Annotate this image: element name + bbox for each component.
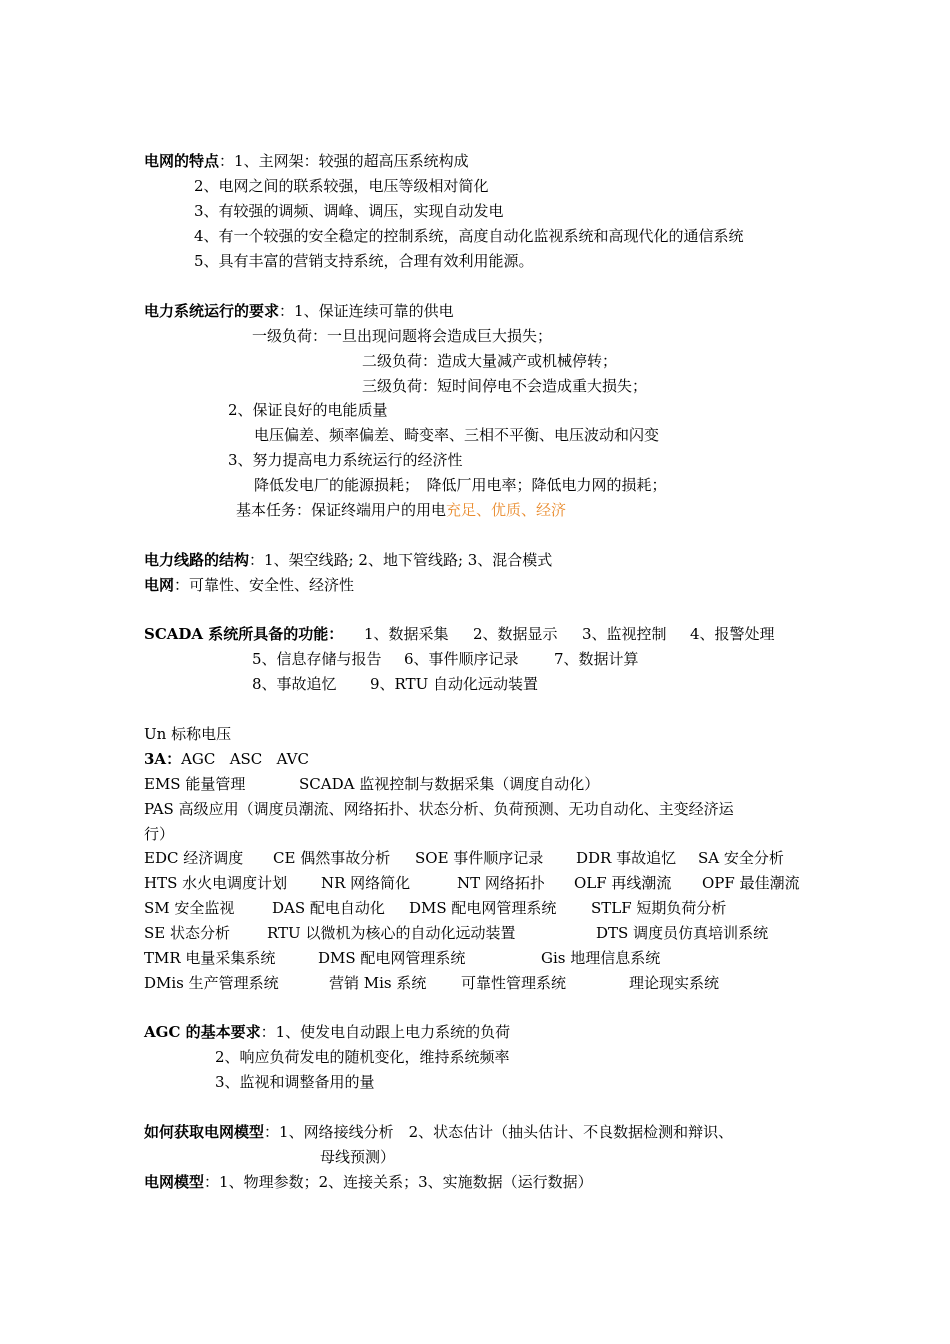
term: NT 网络拓扑 [457,874,545,892]
term: DTS 调度员仿真培训系统 [596,924,769,942]
term: 可靠性管理系统 [461,974,567,992]
model-line-2: 电网模型：1、物理参数；2、连接关系；3、实施数据（运行数据） [144,1173,593,1191]
term: 理论现实系统 [629,974,720,992]
term: DMS 配电网管理系统 [318,949,466,967]
grid-properties-text: 可靠性、安全性、经济性 [189,576,355,594]
term-3a-title: 3A [144,750,167,768]
grid-feature-item: 1、主网架：较强的超高压系统构成 [234,152,469,170]
basic-task-highlight: 充足、优质、经济 [446,501,567,519]
line-structure-text: 1、架空线路; 2、地下管线路; 3、混合模式 [264,551,553,569]
term: DMis 生产管理系统 [144,974,279,992]
agc-line-1: AGC 的基本要求：1、使发电自动跟上电力系统的负荷 [144,1023,511,1041]
basic-task-text: 基本任务：保证终端用户的用电 [236,501,447,519]
requirement-item: 2、保证良好的电能质量 [228,401,388,419]
term: EMS 能量管理 [144,775,246,793]
grid-properties-title: 电网 [144,576,175,594]
grid-properties-line: 电网：可靠性、安全性、经济性 [144,576,355,594]
scada-title-line: SCADA 系统所具备的功能： [144,625,344,643]
term: NR 网络简化 [321,874,411,892]
agc-item: 2、响应负荷发电的随机变化，维持系统频率 [215,1048,510,1066]
term-3a-line: 3A：AGC ASC AVC [144,750,309,768]
term-pas-cont: 行） [144,825,175,843]
term: SE 状态分析 [144,924,230,942]
requirement-item: 3、努力提高电力系统运行的经济性 [228,451,463,469]
line-structure-line: 电力线路的结构：1、架空线路; 2、地下管线路; 3、混合模式 [144,551,553,569]
grid-features-line-1: 电网的特点：1、主网架：较强的超高压系统构成 [144,152,469,170]
scada-function: 3、监视控制 [582,625,667,643]
grid-feature-item: 5、具有丰富的营销支持系统，合理有效利用能源。 [194,252,534,270]
scada-function: 4、报警处理 [690,625,775,643]
agc-item: 3、监视和调整备用的量 [215,1073,375,1091]
term-un: Un 标称电压 [144,725,232,743]
agc-item: 1、使发电自动跟上电力系统的负荷 [275,1023,511,1041]
term: SM 安全监视 [144,899,235,917]
scada-function: 7、数据计算 [554,650,639,668]
term: DMS 配电网管理系统 [409,899,557,917]
term-pas: PAS 高级应用（调度员潮流、网络拓扑、状态分析、负荷预测、无功自动化、主变经济运 [144,800,734,818]
grid-feature-item: 2、电网之间的联系较强，电压等级相对简化 [194,177,489,195]
line-structure-title: 电力线路的结构 [144,551,250,569]
term: HTS 水火电调度计划 [144,874,288,892]
term: EDC 经济调度 [144,849,244,867]
grid-model-title: 电网模型 [144,1173,205,1191]
requirement-item: 1、保证连续可靠的供电 [294,302,454,320]
scada-function: 5、信息存储与报告 [252,650,382,668]
scada-title: SCADA 系统所具备的功能 [144,625,329,643]
model-acquire-text: 1、网络接线分析 2、状态估计（抽头估计、不良数据检测和辩识、 [279,1123,734,1141]
term: TMR 电量采集系统 [144,949,276,967]
basic-task-line [236,498,566,523]
grid-feature-item: 4、有一个较强的安全稳定的控制系统，高度自动化监视系统和高现代化的通信系统 [194,227,744,245]
requirements-line-1: 电力系统运行的要求：1、保证连续可靠的供电 [144,302,454,320]
requirement-detail: 降低发电厂的能源损耗； 降低厂用电率；降低电力网的损耗； [254,476,667,494]
scada-function: 2、数据显示 [473,625,558,643]
load-level-3: 三级负荷：短时间停电不会造成重大损失； [362,377,648,395]
term: Gis 地理信息系统 [541,949,661,967]
grid-model-text: 1、物理参数；2、连接关系；3、实施数据（运行数据） [219,1173,593,1191]
scada-function: 9、RTU 自动化远动装置 [370,675,538,693]
term: SOE 事件顺序记录 [415,849,544,867]
requirement-detail: 电压偏差、频率偏差、畸变率、三相不平衡、电压波动和闪变 [254,426,660,444]
term: OLF 再线潮流 [574,874,672,892]
scada-function: 8、事故追忆 [252,675,337,693]
term: STLF 短期负荷分析 [591,899,727,917]
term: DDR 事故追忆 [576,849,677,867]
load-level-1: 一级负荷：一旦出现问题将会造成巨大损失； [252,327,553,345]
scada-function: 1、数据采集 [364,625,449,643]
grid-features-title: 电网的特点 [144,152,220,170]
term: DAS 配电自动化 [272,899,385,917]
term: RTU 以微机为核心的自动化远动装置 [267,924,516,942]
scada-function: 6、事件顺序记录 [404,650,519,668]
requirements-title: 电力系统运行的要求 [144,302,280,320]
model-acquire-title: 如何获取电网模型 [144,1123,265,1141]
grid-feature-item: 3、有较强的调频、调峰、调压，实现自动发电 [194,202,504,220]
term-3a-text: AGC ASC AVC [181,750,309,768]
agc-title: AGC 的基本要求 [144,1023,261,1041]
term: CE 偶然事故分析 [273,849,391,867]
model-line-1: 如何获取电网模型：1、网络接线分析 2、状态估计（抽头估计、不良数据检测和辩识、 [144,1123,734,1141]
term: SCADA 监视控制与数据采集（调度自动化） [299,775,600,793]
model-acquire-text-cont: 母线预测） [320,1148,396,1166]
term: 营销 Mis 系统 [329,974,427,992]
term: SA 安全分析 [698,849,784,867]
term: OPF 最佳潮流 [702,874,800,892]
load-level-2: 二级负荷：造成大量减产或机械停转； [362,352,618,370]
